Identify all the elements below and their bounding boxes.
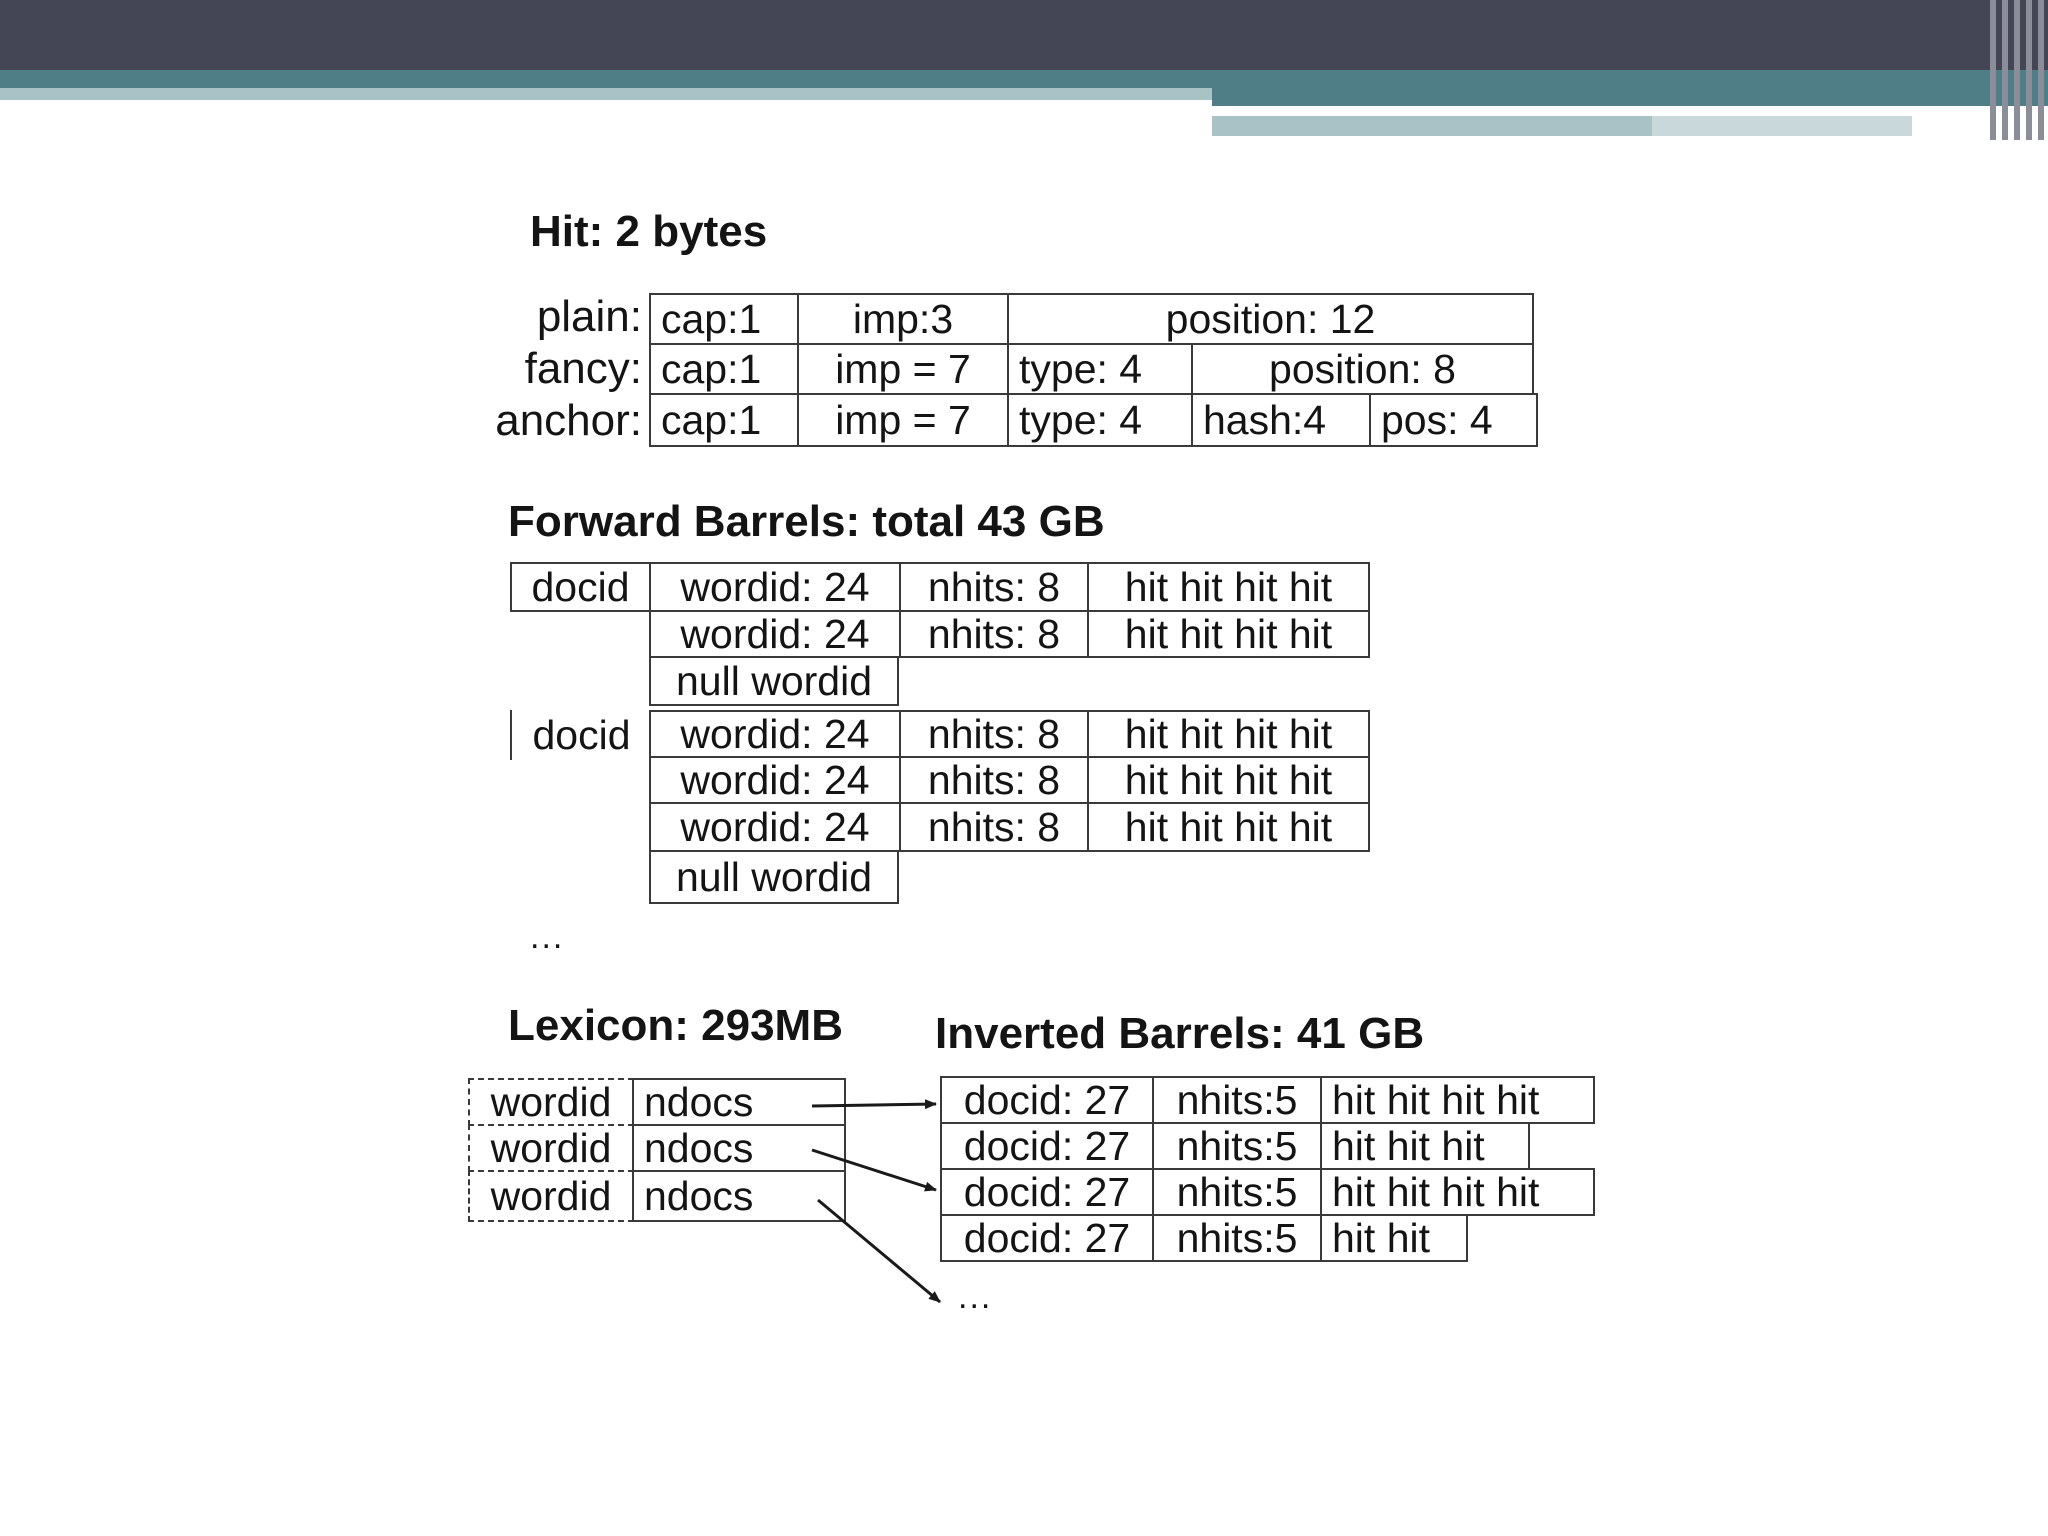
inverted-docid: docid: 27: [940, 1122, 1154, 1170]
inverted-hits: hit hit hit hit: [1320, 1076, 1595, 1124]
hit-row-label-anchor: anchor:: [495, 396, 642, 445]
lexicon-ndocs: ndocs: [632, 1170, 846, 1222]
forward-nhits: nhits: 8: [899, 610, 1089, 658]
hit-title: Hit: 2 bytes: [530, 207, 768, 256]
inverted-docid: docid: 27: [940, 1214, 1154, 1262]
forward-hits: hit hit hit hit: [1087, 756, 1370, 804]
arrow-lexicon-row2: [812, 1150, 936, 1190]
hit-fancy-cap: cap:1: [649, 343, 799, 395]
hit-anchor-cap: cap:1: [649, 393, 799, 447]
forward-wordid: wordid: 24: [649, 610, 901, 658]
forward-null-wordid: null wordid: [649, 850, 899, 904]
arrow-lexicon-row1: [812, 1104, 936, 1106]
hit-anchor-pos: pos: 4: [1369, 393, 1538, 447]
hit-plain-position: position: 12: [1007, 293, 1534, 345]
forward-docid-2: docid: [510, 710, 651, 760]
forward-null-wordid: null wordid: [649, 656, 899, 706]
hit-anchor-imp: imp = 7: [797, 393, 1009, 447]
inverted-hits: hit hit hit hit: [1320, 1168, 1595, 1216]
hit-row-label-fancy: fancy:: [524, 344, 642, 393]
forward-docid-1: docid: [510, 562, 651, 612]
forward-hits: hit hit hit hit: [1087, 710, 1370, 758]
inverted-hits: hit hit: [1320, 1214, 1468, 1262]
forward-nhits: nhits: 8: [899, 756, 1089, 804]
hit-plain-cap: cap:1: [649, 293, 799, 345]
forward-wordid: wordid: 24: [649, 756, 901, 804]
inverted-nhits: nhits:5: [1152, 1076, 1322, 1124]
lexicon-wordid: wordid: [468, 1124, 634, 1172]
forward-wordid: wordid: 24: [649, 802, 901, 852]
forward-nhits: nhits: 8: [899, 710, 1089, 758]
forward-nhits: nhits: 8: [899, 802, 1089, 852]
forward-ellipsis: ...: [530, 918, 565, 956]
inverted-ellipsis: ...: [958, 1278, 993, 1316]
hit-anchor-type: type: 4: [1007, 393, 1193, 447]
lexicon-wordid: wordid: [468, 1170, 634, 1222]
hit-fancy-type: type: 4: [1007, 343, 1193, 395]
inverted-hits: hit hit hit: [1320, 1122, 1530, 1170]
inverted-nhits: nhits:5: [1152, 1168, 1322, 1216]
forward-hits: hit hit hit hit: [1087, 802, 1370, 852]
inverted-nhits: nhits:5: [1152, 1214, 1322, 1262]
inverted-docid: docid: 27: [940, 1168, 1154, 1216]
forward-wordid: wordid: 24: [649, 562, 901, 612]
inverted-docid: docid: 27: [940, 1076, 1154, 1124]
hit-row-label-plain: plain:: [536, 292, 642, 341]
forward-barrels-title: Forward Barrels: total 43 GB: [508, 497, 1105, 546]
forward-wordid: wordid: 24: [649, 710, 901, 758]
forward-hits: hit hit hit hit: [1087, 562, 1370, 612]
lexicon-title: Lexicon: 293MB: [508, 1001, 843, 1050]
hit-anchor-hash: hash:4: [1191, 393, 1371, 447]
hit-fancy-imp: imp = 7: [797, 343, 1009, 395]
arrow-lexicon-row3: [818, 1200, 940, 1302]
hit-plain-imp: imp:3: [797, 293, 1009, 345]
lexicon-wordid: wordid: [468, 1078, 634, 1126]
hit-fancy-position: position: 8: [1191, 343, 1534, 395]
lexicon-ndocs: ndocs: [632, 1078, 846, 1126]
inverted-barrels-title: Inverted Barrels: 41 GB: [935, 1009, 1425, 1058]
lexicon-ndocs: ndocs: [632, 1124, 846, 1172]
inverted-nhits: nhits:5: [1152, 1122, 1322, 1170]
forward-hits: hit hit hit hit: [1087, 610, 1370, 658]
forward-nhits: nhits: 8: [899, 562, 1089, 612]
